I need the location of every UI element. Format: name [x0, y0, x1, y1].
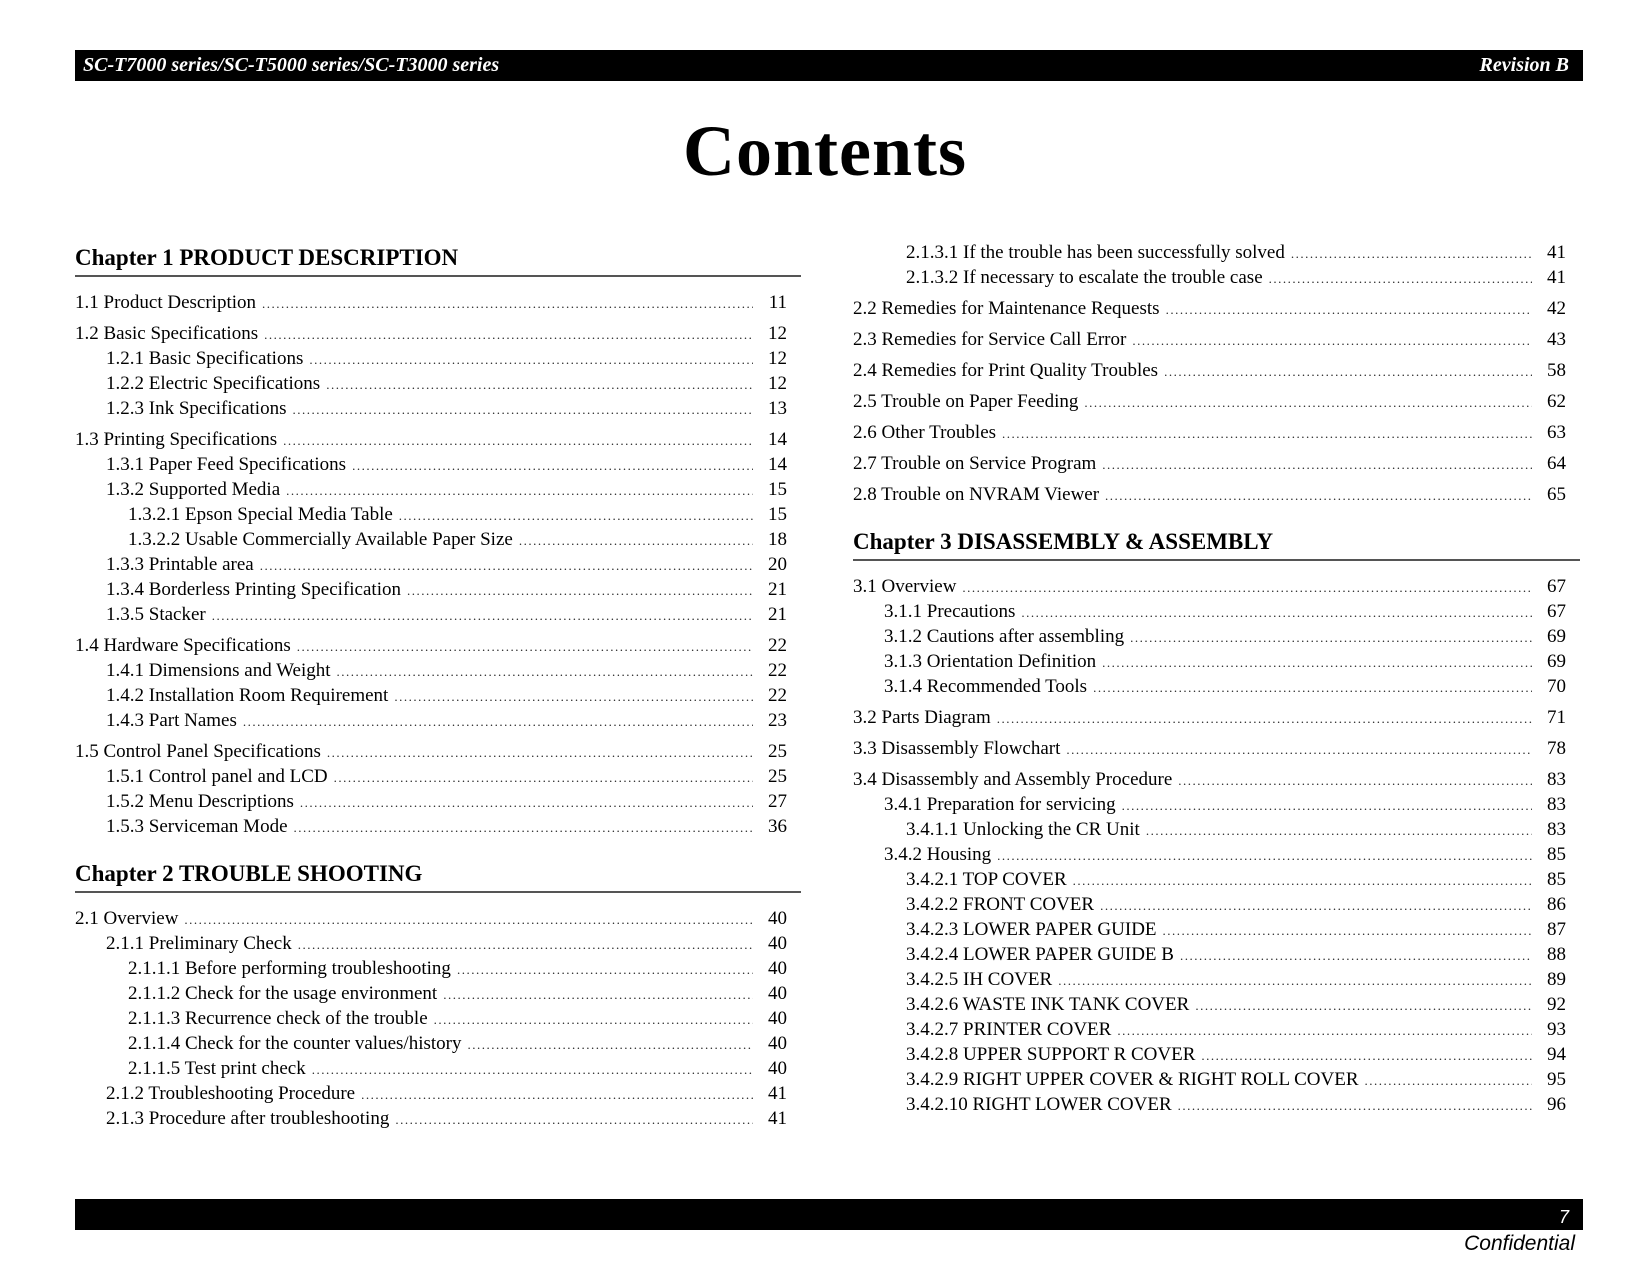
toc-entry[interactable] — [853, 574, 1580, 599]
toc-entry[interactable] — [75, 290, 801, 315]
toc-entry-label: 2.1.3 Procedure after troubleshooting — [106, 1108, 390, 1129]
toc-entry-page: 41 — [1547, 242, 1566, 263]
toc-entry[interactable] — [853, 296, 1580, 321]
toc-entry-page: 83 — [1547, 819, 1566, 840]
toc-entry-label: 2.2 Remedies for Maintenance Requests — [853, 298, 1160, 319]
toc-entry-page: 85 — [1547, 844, 1566, 865]
dot-leader — [1178, 768, 1532, 793]
toc-entry-page: 12 — [768, 323, 787, 344]
dot-leader — [292, 397, 753, 422]
toc-entry-label: 2.6 Other Troubles — [853, 422, 997, 443]
toc-right-column — [853, 240, 1580, 1123]
toc-entry-page: 41 — [768, 1108, 787, 1129]
toc-entry[interactable] — [853, 358, 1580, 383]
dot-leader — [1201, 1043, 1532, 1068]
toc-entry-page: 15 — [768, 504, 787, 525]
toc-entry-label: 3.4.2.6 WASTE INK TANK COVER — [906, 994, 1190, 1015]
toc-entry-page: 40 — [768, 958, 787, 979]
toc-entry-label: 2.1.1.1 Before performing troubleshooting — [128, 958, 451, 979]
toc-group — [853, 482, 1580, 507]
chapter-heading[interactable]: Chapter 3 DISASSEMBLY & ASSEMBLY — [853, 529, 1580, 561]
toc-group — [853, 736, 1580, 761]
toc-entry-page: 41 — [1547, 267, 1566, 288]
toc-entry-page: 87 — [1547, 919, 1566, 940]
toc-left-column — [75, 245, 801, 1137]
toc-entry-page: 83 — [1547, 769, 1566, 790]
toc-entry-label: 3.4.2.5 IH COVER — [906, 969, 1053, 990]
toc-entry-label: 3.1.2 Cautions after assembling — [884, 626, 1125, 647]
toc-entry-page: 18 — [768, 529, 787, 550]
toc-entry-label: 1.2.1 Basic Specifications — [106, 348, 304, 369]
dot-leader — [1164, 359, 1532, 384]
toc-entry-page: 93 — [1547, 1019, 1566, 1040]
toc-entry-page: 40 — [768, 908, 787, 929]
toc-entry-page: 41 — [768, 1083, 787, 1104]
toc-entry[interactable] — [853, 327, 1580, 352]
toc-entry-label: 1.3.5 Stacker — [106, 604, 206, 625]
toc-entry[interactable] — [75, 906, 801, 931]
toc-entry-label: 1.2.2 Electric Specifications — [106, 373, 321, 394]
toc-entry-page: 27 — [768, 791, 787, 812]
toc-entry-page: 95 — [1547, 1069, 1566, 1090]
toc-entry-page: 70 — [1547, 676, 1566, 697]
toc-entry-label: 1.5 Control Panel Specifications — [75, 741, 321, 762]
dot-leader — [1146, 818, 1532, 843]
toc-entry[interactable] — [75, 552, 801, 577]
toc-entry[interactable] — [853, 451, 1580, 476]
toc-group — [853, 767, 1580, 1117]
dot-leader — [457, 957, 753, 982]
toc-group — [853, 574, 1580, 699]
toc-entry[interactable] — [75, 1056, 801, 1081]
toc-entry-label: 1.3.1 Paper Feed Specifications — [106, 454, 347, 475]
toc-entry-label: 2.1.1.3 Recurrence check of the trouble — [128, 1008, 428, 1029]
dot-leader — [1058, 968, 1532, 993]
toc-entry-page: 89 — [1547, 969, 1566, 990]
toc-entry-label: 3.4.1 Preparation for servicing — [884, 794, 1116, 815]
toc-entry-page: 12 — [768, 348, 787, 369]
dot-leader — [1130, 625, 1532, 650]
toc-entry[interactable] — [75, 396, 801, 421]
toc-entry-label: 3.4.2.3 LOWER PAPER GUIDE — [906, 919, 1157, 940]
toc-entry-label: 3.4.2.9 RIGHT UPPER COVER & RIGHT ROLL COVER — [906, 1069, 1359, 1090]
toc-entry-label: 2.4 Remedies for Print Quality Troubles — [853, 360, 1159, 381]
toc-entry-page: 36 — [768, 816, 787, 837]
toc-entry[interactable] — [853, 482, 1580, 507]
toc-entry[interactable] — [853, 599, 1580, 624]
toc-entry-page: 86 — [1547, 894, 1566, 915]
toc-entry-page: 40 — [768, 1058, 787, 1079]
toc-entry-label: 1.4 Hardware Specifications — [75, 635, 291, 656]
toc-entry-page: 21 — [768, 604, 787, 625]
dot-leader — [1066, 737, 1532, 762]
toc-entry[interactable] — [853, 674, 1580, 699]
toc-entry-page: 15 — [768, 479, 787, 500]
toc-entry-label: 2.5 Trouble on Paper Feeding — [853, 391, 1079, 412]
toc-entry[interactable] — [853, 967, 1580, 992]
revision-label: Revision B — [1479, 54, 1569, 76]
toc-entry-page: 40 — [768, 983, 787, 1004]
dot-leader — [519, 528, 753, 553]
toc-entry-label: 2.1.1 Preliminary Check — [106, 933, 292, 954]
toc-entry-page: 63 — [1547, 422, 1566, 443]
toc-entry-page: 22 — [768, 635, 787, 656]
toc-group — [75, 427, 801, 627]
toc-entry-page: 40 — [768, 1008, 787, 1029]
toc-entry[interactable] — [853, 705, 1580, 730]
dot-leader — [1365, 1068, 1532, 1093]
dot-leader — [1132, 328, 1532, 353]
dot-leader — [962, 575, 1532, 600]
toc-entry-page: 71 — [1547, 707, 1566, 728]
toc-entry[interactable] — [853, 624, 1580, 649]
toc-entry-label: 2.3 Remedies for Service Call Error — [853, 329, 1127, 350]
dot-leader — [1180, 943, 1532, 968]
dot-leader — [1002, 421, 1532, 446]
dot-leader — [352, 453, 753, 478]
toc-entry[interactable] — [853, 1092, 1580, 1117]
toc-entry-page: 67 — [1547, 601, 1566, 622]
toc-entry[interactable] — [75, 321, 801, 346]
toc-entry-label: 2.8 Trouble on NVRAM Viewer — [853, 484, 1100, 505]
toc-entry[interactable] — [853, 842, 1580, 867]
toc-entry[interactable] — [853, 420, 1580, 445]
dot-leader — [1195, 993, 1532, 1018]
dot-leader — [434, 1007, 753, 1032]
toc-entry-page: 22 — [768, 660, 787, 681]
toc-entry-label: 1.3 Printing Specifications — [75, 429, 278, 450]
toc-entry-page: 22 — [768, 685, 787, 706]
toc-entry-page: 40 — [768, 1033, 787, 1054]
toc-entry-page: 25 — [768, 741, 787, 762]
dot-leader — [1102, 650, 1532, 675]
footer-bar — [75, 1199, 1583, 1230]
toc-entry-label: 1.5.1 Control panel and LCD — [106, 766, 328, 787]
toc-entry-label: 1.2 Basic Specifications — [75, 323, 259, 344]
dot-leader — [1093, 675, 1532, 700]
toc-group — [853, 451, 1580, 476]
toc-entry[interactable] — [75, 956, 801, 981]
toc-entry[interactable] — [853, 389, 1580, 414]
toc-entry-label: 2.1.1.4 Check for the counter values/history — [128, 1033, 462, 1054]
toc-entry[interactable] — [75, 346, 801, 371]
toc-entry-label: 2.7 Trouble on Service Program — [853, 453, 1097, 474]
toc-group — [75, 739, 801, 839]
toc-entry-label: 1.3.2.1 Epson Special Media Table — [128, 504, 393, 525]
toc-entry-label: 3.4 Disassembly and Assembly Procedure — [853, 769, 1173, 790]
toc-entry[interactable] — [75, 427, 801, 452]
toc-entry-page: 42 — [1547, 298, 1566, 319]
toc-entry-label: 3.2 Parts Diagram — [853, 707, 991, 728]
dot-leader — [298, 932, 753, 957]
toc-entry-label: 1.4.3 Part Names — [106, 710, 237, 731]
toc-entry-label: 3.1.1 Precautions — [884, 601, 1016, 622]
page-title: Contents — [682, 111, 967, 191]
toc-entry[interactable] — [853, 892, 1580, 917]
toc-entry[interactable] — [853, 942, 1580, 967]
toc-entry-page: 69 — [1547, 651, 1566, 672]
dot-leader — [1166, 297, 1532, 322]
confidential-label: Confidential — [1464, 1232, 1575, 1255]
dot-leader — [184, 907, 753, 932]
toc-group — [75, 633, 801, 733]
toc-entry[interactable] — [75, 1081, 801, 1106]
dot-leader — [312, 1057, 753, 1082]
toc-entry[interactable] — [853, 736, 1580, 761]
dot-leader — [1117, 1018, 1532, 1043]
dot-leader — [1291, 241, 1532, 266]
toc-entry[interactable] — [853, 1067, 1580, 1092]
dot-leader — [395, 1107, 753, 1132]
toc-entry-page: 65 — [1547, 484, 1566, 505]
dot-leader — [407, 578, 753, 603]
dot-leader — [1073, 868, 1532, 893]
toc-entry-page: 12 — [768, 373, 787, 394]
toc-entry-page: 78 — [1547, 738, 1566, 759]
toc-group — [853, 389, 1580, 414]
toc-entry-label: 3.4.2.1 TOP COVER — [906, 869, 1067, 890]
toc-entry-page: 88 — [1547, 944, 1566, 965]
toc-entry[interactable] — [75, 1006, 801, 1031]
toc-entry-label: 3.4.2.7 PRINTER COVER — [906, 1019, 1112, 1040]
page-number: 7 — [1558, 1207, 1569, 1227]
toc-entry-page: 14 — [768, 429, 787, 450]
dot-leader — [337, 659, 753, 684]
toc-entry-label: 1.2.3 Ink Specifications — [106, 398, 287, 419]
toc-group — [853, 296, 1580, 321]
toc-entry[interactable] — [75, 502, 801, 527]
dot-leader — [326, 372, 753, 397]
toc-entry[interactable] — [853, 265, 1580, 290]
toc-entry[interactable] — [75, 1106, 801, 1131]
toc-entry[interactable] — [75, 452, 801, 477]
toc-entry[interactable] — [853, 992, 1580, 1017]
toc-entry[interactable] — [75, 1031, 801, 1056]
dot-leader — [1163, 918, 1532, 943]
toc-entry-page: 23 — [768, 710, 787, 731]
dot-leader — [286, 478, 753, 503]
toc-entry-label: 3.1.3 Orientation Definition — [884, 651, 1097, 672]
toc-entry[interactable] — [75, 602, 801, 627]
toc-entry-label: 3.4.2.10 RIGHT LOWER COVER — [906, 1094, 1172, 1115]
dot-leader — [260, 553, 753, 578]
toc-entry[interactable] — [75, 633, 801, 658]
toc-entry[interactable] — [75, 708, 801, 733]
dot-leader — [262, 291, 753, 316]
dot-leader — [1122, 793, 1532, 818]
toc-entry-label: 3.4.2.4 LOWER PAPER GUIDE B — [906, 944, 1174, 965]
toc-entry-label: 3.4.2.2 FRONT COVER — [906, 894, 1095, 915]
toc-entry-page: 11 — [768, 292, 787, 313]
dot-leader — [264, 322, 753, 347]
dot-leader — [327, 740, 753, 765]
dot-leader — [394, 684, 753, 709]
dot-leader — [1102, 452, 1532, 477]
toc-entry-label: 1.3.4 Borderless Printing Specification — [106, 579, 401, 600]
dot-leader — [1105, 483, 1532, 508]
dot-leader — [467, 1032, 753, 1057]
toc-group — [853, 240, 1580, 290]
toc-entry[interactable] — [853, 1017, 1580, 1042]
toc-entry-label: 1.5.2 Menu Descriptions — [106, 791, 294, 812]
dot-leader — [361, 1082, 753, 1107]
toc-entry-label: 2.1.2 Troubleshooting Procedure — [106, 1083, 356, 1104]
dot-leader — [283, 428, 753, 453]
toc-entry[interactable] — [75, 658, 801, 683]
toc-entry[interactable] — [853, 917, 1580, 942]
toc-entry-page: 96 — [1547, 1094, 1566, 1115]
toc-entry-page: 85 — [1547, 869, 1566, 890]
toc-entry-label: 2.1.3.2 If necessary to escalate the trouble case — [906, 267, 1263, 288]
dot-leader — [1021, 600, 1532, 625]
toc-entry[interactable] — [853, 767, 1580, 792]
toc-entry-page: 40 — [768, 933, 787, 954]
toc-entry-label: 1.4.2 Installation Room Requirement — [106, 685, 389, 706]
toc-entry[interactable] — [75, 739, 801, 764]
dot-leader — [212, 603, 753, 628]
toc-entry-label: 2.1 Overview — [75, 908, 179, 929]
dot-leader — [1100, 893, 1532, 918]
toc-entry-page: 13 — [768, 398, 787, 419]
toc-entry-page: 94 — [1547, 1044, 1566, 1065]
toc-entry-label: 3.1.4 Recommended Tools — [884, 676, 1088, 697]
chapter-heading[interactable]: Chapter 1 PRODUCT DESCRIPTION — [75, 245, 801, 277]
toc-entry-label: 1.3.2 Supported Media — [106, 479, 281, 500]
toc-entry-page: 43 — [1547, 329, 1566, 350]
toc-entry-label: 3.4.2 Housing — [884, 844, 992, 865]
toc-group — [75, 906, 801, 1131]
toc-entry-page: 83 — [1547, 794, 1566, 815]
dot-leader — [243, 709, 753, 734]
toc-entry[interactable] — [75, 814, 801, 839]
toc-group — [853, 358, 1580, 383]
toc-entry-page: 25 — [768, 766, 787, 787]
toc-entry-page: 14 — [768, 454, 787, 475]
dot-leader — [1084, 390, 1532, 415]
toc-entry[interactable] — [75, 577, 801, 602]
toc-entry-page: 67 — [1547, 576, 1566, 597]
toc-entry-page: 62 — [1547, 391, 1566, 412]
toc-group — [853, 420, 1580, 445]
document-series-title: SC-T7000 series/SC-T5000 series/SC-T3000 series — [83, 54, 500, 76]
toc-entry-label: 2.1.3.1 If the trouble has been successfully solved — [906, 242, 1285, 263]
dot-leader — [300, 790, 753, 815]
toc-group — [75, 290, 801, 315]
toc-entry[interactable] — [853, 240, 1580, 265]
toc-group — [853, 705, 1580, 730]
dot-leader — [1269, 266, 1532, 291]
toc-entry-label: 3.4.1.1 Unlocking the CR Unit — [906, 819, 1140, 840]
dot-leader — [443, 982, 753, 1007]
toc-entry-page: 92 — [1547, 994, 1566, 1015]
toc-entry-label: 2.1.1.5 Test print check — [128, 1058, 306, 1079]
dot-leader — [1178, 1093, 1532, 1118]
toc-entry[interactable] — [75, 683, 801, 708]
toc-entry-label: 1.3.3 Printable area — [106, 554, 254, 575]
toc-entry[interactable] — [75, 981, 801, 1006]
toc-entry[interactable] — [75, 371, 801, 396]
header-bar — [75, 50, 1583, 81]
toc-entry-label: 2.1.1.2 Check for the usage environment — [128, 983, 438, 1004]
dot-leader — [294, 815, 753, 840]
toc-entry-page: 58 — [1547, 360, 1566, 381]
toc-entry-label: 1.4.1 Dimensions and Weight — [106, 660, 331, 681]
dot-leader — [297, 634, 753, 659]
dot-leader — [309, 347, 753, 372]
toc-entry[interactable] — [853, 817, 1580, 842]
dot-leader — [399, 503, 753, 528]
toc-entry-label: 1.1 Product Description — [75, 292, 257, 313]
toc-entry[interactable] — [853, 1042, 1580, 1067]
toc-entry[interactable] — [75, 789, 801, 814]
toc-entry[interactable] — [75, 764, 801, 789]
dot-leader — [334, 765, 753, 790]
toc-entry-page: 64 — [1547, 453, 1566, 474]
toc-entry-label: 3.4.2.8 UPPER SUPPORT R COVER — [906, 1044, 1196, 1065]
toc-entry-label: 1.5.3 Serviceman Mode — [106, 816, 288, 837]
toc-group — [853, 327, 1580, 352]
dot-leader — [997, 706, 1532, 731]
toc-entry-page: 21 — [768, 579, 787, 600]
toc-entry[interactable] — [853, 792, 1580, 817]
toc-entry[interactable] — [75, 477, 801, 502]
toc-entry-label: 3.3 Disassembly Flowchart — [853, 738, 1061, 759]
toc-group — [75, 321, 801, 421]
dot-leader — [997, 843, 1532, 868]
toc-entry[interactable] — [75, 931, 801, 956]
toc-entry-label: 3.1 Overview — [853, 576, 957, 597]
toc-entry-label: 1.3.2.2 Usable Commercially Available Paper Size — [128, 529, 513, 550]
chapter-heading[interactable]: Chapter 2 TROUBLE SHOOTING — [75, 861, 801, 893]
toc-entry-page: 20 — [768, 554, 787, 575]
toc-entry[interactable] — [853, 649, 1580, 674]
toc-entry[interactable] — [75, 527, 801, 552]
toc-entry[interactable] — [853, 867, 1580, 892]
toc-entry-page: 69 — [1547, 626, 1566, 647]
